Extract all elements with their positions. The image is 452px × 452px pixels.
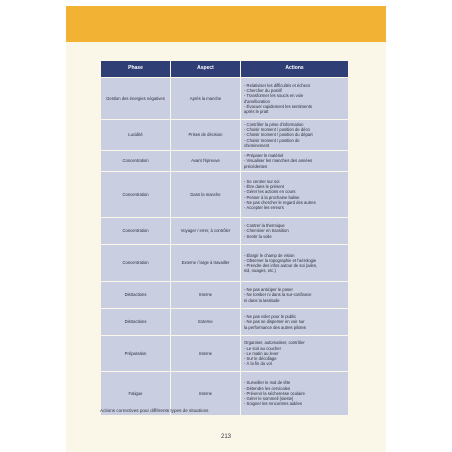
action-line: - Détendre les cervicales [244, 385, 291, 391]
action-line: - À la fin du vol [244, 361, 272, 367]
table-header-row [101, 61, 349, 78]
action-line: - Contrôler la prise d'information [244, 121, 304, 127]
table-row [101, 245, 349, 282]
action-line: - Contrer la thermique [244, 223, 285, 229]
action-line: - Transformer les soucis en voie [244, 93, 304, 99]
cell-actions [241, 172, 349, 218]
cell-actions [241, 78, 349, 120]
table-row [101, 78, 349, 120]
action-line: - Ne pas chercher le regard des autres [244, 199, 316, 205]
table-row [101, 218, 349, 245]
header-actions: Actions [241, 61, 349, 78]
action-line: - Ne pas anticiper le poser [244, 287, 293, 293]
action-line: - Prendre des infos autour de soi (ailes, [244, 263, 318, 268]
cell-phase: Lucidité [101, 120, 171, 151]
cell-actions [241, 245, 349, 282]
header-banner [66, 6, 386, 42]
table-row [101, 309, 349, 336]
cell-actions [241, 309, 349, 336]
cell-aspect: Interne [171, 372, 241, 416]
action-line: - Visualiser les manches des années [244, 158, 313, 164]
action-line: ni dans la lassitude [244, 297, 280, 303]
table-row [101, 336, 349, 372]
table-row [101, 172, 349, 218]
cell-phase: Distractions [101, 282, 171, 309]
action-line: - Élargir le champ de vision [244, 252, 295, 258]
action-line: - Penser à la prochaine balise [244, 194, 300, 200]
action-line: - Choisir moment / position de [244, 137, 300, 143]
cell-actions [241, 151, 349, 172]
table-row [101, 151, 349, 172]
cell-actions [241, 336, 349, 372]
cell-aspect: Externe / large à travailler [171, 245, 241, 282]
cell-phase: Concentration [101, 151, 171, 172]
action-line: - Chercher du positif [244, 88, 282, 94]
action-line: - Ne pas se disperser en voir sur [244, 319, 305, 325]
action-line: - Choisir moment / position du départ [244, 132, 313, 138]
header-phase: Phase [101, 61, 171, 78]
table-caption: Actions correctives pour différents types de situations [100, 408, 209, 413]
action-line: - Le soir au coucher [244, 345, 282, 351]
cell-aspect: Dans la manche [171, 172, 241, 218]
cell-aspect: Avant l'épreuve [171, 151, 241, 172]
action-line: - Gérer le sommeil (sieste) [244, 396, 294, 402]
cell-phase: Concentration [101, 245, 171, 282]
cell-aspect: Voyager / errer, à contrôler [171, 218, 241, 245]
table-row [101, 120, 349, 151]
action-line: cheminement [244, 142, 270, 148]
action-line: - Soigner les rencontres aidées [244, 401, 302, 407]
action-line: - Être dans le présent [244, 184, 285, 190]
action-line: - Choisir moment / position de déco [244, 127, 310, 133]
cell-aspect: Après la manche [171, 78, 241, 120]
action-line: - Ne tomber ni dans la sur-confiance [244, 292, 312, 298]
action-line: - Sentir la voile [244, 233, 272, 239]
cell-phase: Préparation [101, 336, 171, 372]
action-line: - Sur le décollage [244, 356, 277, 362]
action-line: - Cheminer en transition [244, 228, 289, 234]
cell-actions [241, 120, 349, 151]
cell-aspect: Externe [171, 309, 241, 336]
table-row [101, 282, 349, 309]
action-line: - Accepter les erreurs [244, 204, 284, 210]
action-line: précédentes [244, 163, 268, 169]
action-line: - Relativiser les difficultés et échecs [244, 82, 311, 88]
cell-phase: Gestion des énergies négatives [101, 78, 171, 120]
action-line: - Gérer les actions en cours [244, 189, 296, 195]
action-line: d'amélioration [244, 98, 270, 104]
action-line: après le pratt [244, 108, 269, 114]
cell-phase: Distractions [101, 309, 171, 336]
action-line: - Surveiller le mal de tête [244, 380, 291, 386]
actions-table [100, 60, 349, 416]
action-line: - Observer la topographie et l'aérologie [244, 257, 317, 263]
cell-actions [241, 218, 349, 245]
action-line: - Évacuer rapidement les sentiments [244, 103, 312, 109]
action-line: - Préparer le matériel [244, 153, 284, 159]
cell-aspect: Interne [171, 336, 241, 372]
book-page [66, 6, 386, 452]
cell-phase: Concentration [101, 218, 171, 245]
cell-phase: Fatigue [101, 372, 171, 416]
action-line: la performance des autres pilotes [244, 324, 306, 330]
cell-actions [241, 282, 349, 309]
action-line: - Se centrer sur soi [244, 178, 280, 184]
action-line: - Ne pas voler pour le public [244, 314, 297, 320]
action-line: sol, nuages, etc.) [244, 268, 276, 274]
action-line: Organiser, automatiser, contrôler [244, 340, 305, 346]
action-line: - Prévenir la sécheresse oculaire [244, 390, 305, 396]
cell-aspect: Interne [171, 282, 241, 309]
action-line: - Le matin au lever [244, 350, 279, 356]
cell-phase: Concentration [101, 172, 171, 218]
cell-aspect: Prises de décision [171, 120, 241, 151]
header-aspect: Aspect [171, 61, 241, 78]
page-number: 213 [220, 434, 231, 440]
